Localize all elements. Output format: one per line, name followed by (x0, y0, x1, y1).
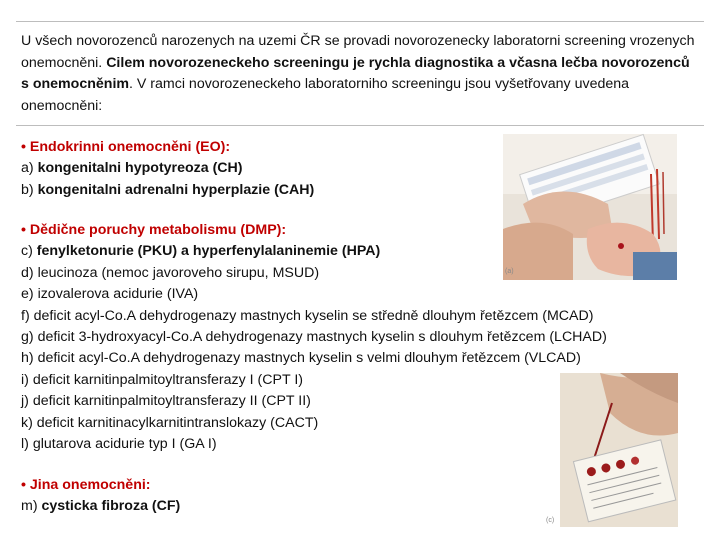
list-item: e) izovalerova acidurie (IVA) (21, 286, 199, 303)
section-header: • Endokrinni onemocněni (EO): (21, 139, 231, 155)
list-item: f) deficit acyl-Co.A dehydrogenazy mastnych kyselin se středně dlouhym řetězcem (MCAD) (21, 307, 594, 324)
list-item: g) deficit 3-hydroxyacyl-Co.A dehydrogenazy mastnych kyselin s dlouhym řetězcem (LCHAD) (21, 329, 607, 346)
section-metabolic (21, 220, 607, 455)
section-endocrine (21, 137, 314, 201)
list-item: h) deficit acyl-Co.A dehydrogenazy mastnych kyselin s velmi dlouhym řetězcem (VLCAD) (21, 350, 581, 367)
list-item: i) deficit karnitinpalmitoyltransferazy I (CPT I) (21, 371, 303, 388)
list-item: a) kongenitalni hypotyreoza (CH) (21, 160, 243, 177)
list-item: d) leucinoza (nemoc javoroveho sirupu, MSUD) (21, 264, 320, 281)
list-item: m) cysticka fibroza (CF) (21, 498, 181, 515)
intro-text-1: U všech novorozenců narozenych na uzemi ČR se provadi novorozenecky laboratorni screening vrozenych onemocněni. (21, 33, 695, 71)
list-item: b) kongenitalni adrenalni hyperplazie (CAH) (21, 181, 315, 198)
list-item: j) deficit karnitinpalmitoyltransferazy II (CPT II) (21, 393, 311, 410)
intro-paragraph (21, 31, 701, 117)
list-item: l) glutarova acidurie typ I (GA I) (21, 436, 217, 453)
list-item: k) deficit karnitinacylkarnitintranslokazy (CACT) (21, 414, 319, 431)
intro-text-bold: Cilem novorozeneckeho screeningu je rychla diagnostika a včasna lečba novorozenců s onemocněnim (21, 54, 690, 92)
section-divider (16, 125, 704, 126)
section-header: • Jina onemocněni: (21, 477, 151, 493)
section-header: • Dědične poruchy metabolismu (DMP): (21, 222, 287, 238)
list-item: c) fenylketonurie (PKU) a hyperfenylalaninemie (HPA) (21, 243, 381, 260)
photo1-credit: (a) (505, 268, 514, 275)
top-divider (16, 21, 704, 22)
section-other (21, 475, 180, 518)
intro-text-2: . V ramci novorozeneckeho laboratorniho screeningu jsou vyšetřovany uvedena onemocněni: (21, 76, 630, 114)
photo2-credit: (c) (546, 517, 555, 524)
